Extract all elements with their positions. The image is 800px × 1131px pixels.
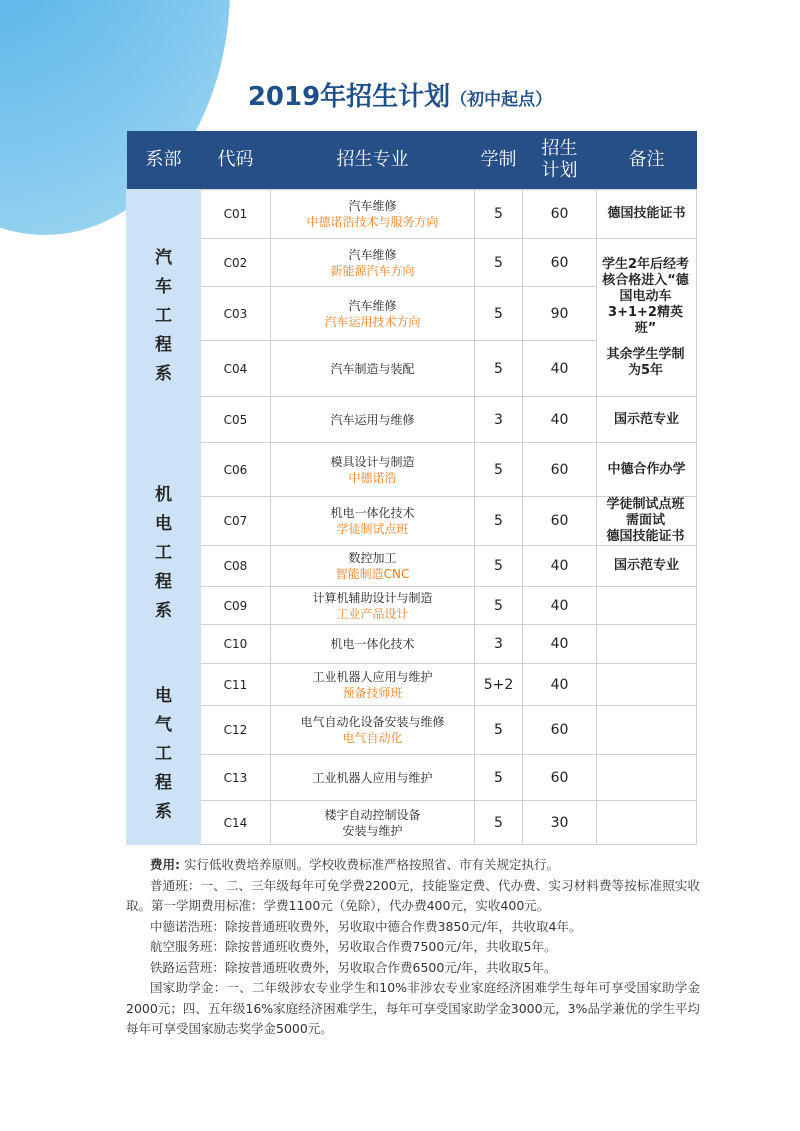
- note-cell-empty: [597, 801, 697, 845]
- code-cell: C06: [201, 443, 271, 497]
- note-cell-empty: [597, 587, 697, 625]
- title-main: 2019年招生计划: [247, 82, 451, 112]
- code-cell: C03: [201, 287, 271, 341]
- page-title: [0, 76, 800, 113]
- plan-cell: 40: [523, 397, 597, 443]
- years-cell: 3: [475, 625, 523, 664]
- years-cell: 5: [475, 755, 523, 801]
- table-row: [127, 801, 697, 845]
- major-cell: 机电一体化技术: [271, 625, 475, 664]
- plan-cell: 90: [523, 287, 597, 341]
- fees-aviation: 航空服务班：除按普通班收费外，另收取合作费7500元/年，共收取5年。: [150, 939, 557, 954]
- table-row: [127, 546, 697, 587]
- header-code: 代码: [201, 131, 271, 190]
- header-dept: 系部: [127, 131, 201, 190]
- fees-sino-german: 中德诺浩班：除按普通班收费外，另收取中德合作费3850元/年，共收取4年。: [150, 918, 582, 934]
- years-cell: 5: [475, 801, 523, 845]
- years-cell: 5: [475, 587, 523, 625]
- note-cell: 学徒制试点班需面试 德国技能证书: [597, 497, 697, 546]
- table-row: [127, 497, 697, 546]
- years-cell: 3: [475, 397, 523, 443]
- plan-cell: 60: [523, 443, 597, 497]
- code-cell: C04: [201, 341, 271, 397]
- years-cell: 5: [475, 190, 523, 239]
- plan-cell: 60: [523, 239, 597, 287]
- plan-cell: 60: [523, 497, 597, 546]
- table-row: [127, 443, 697, 497]
- major-cell: 工业机器人应用与维护: [271, 755, 475, 801]
- plan-cell: 40: [523, 341, 597, 397]
- code-cell: C11: [201, 664, 271, 706]
- years-cell: 5: [475, 706, 523, 755]
- code-cell: C12: [201, 706, 271, 755]
- header-years: 学制: [475, 131, 523, 190]
- code-cell: C05: [201, 397, 271, 443]
- plan-cell: 60: [523, 755, 597, 801]
- major-cell: 工业机器人应用与维护 预备技师班: [271, 664, 475, 706]
- table-row: [127, 239, 697, 287]
- years-cell: 5: [475, 546, 523, 587]
- note-cell: 中德合作办学: [597, 443, 697, 497]
- header-note: 备注: [597, 131, 697, 190]
- dept-electrical: 电 气 工 程 系: [127, 664, 201, 845]
- code-cell: C02: [201, 239, 271, 287]
- fees-grant: 国家助学金：一、二年级涉农专业学生和10%非涉农专业家庭经济困难学生每年可享受国家助学金2000元；四、五年级16%家庭经济困难学生，每年可享受国家助学金3000元，3%品学兼优的学生平均每年可享受国家励志奖学金5000元。: [126, 980, 700, 1036]
- title-sub: （初中起点）: [450, 90, 553, 110]
- plan-cell: 60: [523, 190, 597, 239]
- code-cell: C10: [201, 625, 271, 664]
- note-cell: 德国技能证书: [597, 190, 697, 239]
- years-cell: 5: [475, 497, 523, 546]
- table-row: [127, 397, 697, 443]
- table-header-row: [127, 131, 697, 190]
- header-plan: 招生 计划: [523, 131, 597, 190]
- major-cell: 数控加工 智能制造CNC: [271, 546, 475, 587]
- code-cell: C09: [201, 587, 271, 625]
- code-cell: C08: [201, 546, 271, 587]
- major-cell: 计算机辅助设计与制造 工业产品设计: [271, 587, 475, 625]
- fees-intro: 费用: 实行低收费培养原则。学校收费标准严格按照省、市有关规定执行。: [150, 857, 559, 872]
- table-row: [127, 587, 697, 625]
- major-cell: 机电一体化技术 学徒制试点班: [271, 497, 475, 546]
- major-cell: 楼宇自动控制设备 安装与维护: [271, 801, 475, 845]
- major-cell: 电气自动化设备安装与维修 电气自动化: [271, 706, 475, 755]
- note-cell-elite-class: 学生2年后经考核合格进入“德国电动车3+1+2精英班” 其余学生学制为5年: [597, 239, 697, 397]
- plan-cell: 40: [523, 625, 597, 664]
- major-cell: 汽车制造与装配: [271, 341, 475, 397]
- years-cell: 5: [475, 287, 523, 341]
- note-cell: 国示范专业: [597, 397, 697, 443]
- dept-mechatronics: 机 电 工 程 系: [127, 443, 201, 664]
- note-cell-empty: [597, 706, 697, 755]
- major-cell: 汽车维修 新能源汽车方向: [271, 239, 475, 287]
- table-row: [127, 190, 697, 239]
- plan-cell: 60: [523, 706, 597, 755]
- fees-section: [126, 855, 700, 1040]
- fees-railway: 铁路运营班：除按普通班收费外，另收取合作费6500元/年，共收取5年。: [150, 959, 557, 975]
- table-row: [127, 625, 697, 664]
- code-cell: C07: [201, 497, 271, 546]
- enrollment-plan-table: [126, 131, 697, 845]
- fees-regular: 普通班：一、二、三年级每年可免学费2200元，技能鉴定费、代办费、实习材料费等按标准照实收取。第一学期费用标准：学费1100元（免除），代办费400元，实收400元。: [126, 877, 700, 913]
- note-cell: 国示范专业: [597, 546, 697, 587]
- major-cell: 汽车维修 中德诺浩技术与服务方向: [271, 190, 475, 239]
- years-cell: 5: [475, 443, 523, 497]
- major-cell: 汽车维修 汽车运用技术方向: [271, 287, 475, 341]
- code-cell: C14: [201, 801, 271, 845]
- dept-automotive: 汽 车 工 程 系: [127, 190, 201, 443]
- major-cell: 模具设计与制造 中德诺浩: [271, 443, 475, 497]
- note-cell-empty: [597, 664, 697, 706]
- years-cell: 5: [475, 239, 523, 287]
- fees-label: 费用:: [150, 857, 180, 872]
- table-row: [127, 664, 697, 706]
- header-major: 招生专业: [271, 131, 475, 190]
- major-cell: 汽车运用与维修: [271, 397, 475, 443]
- note-cell-empty: [597, 625, 697, 664]
- plan-cell: 40: [523, 546, 597, 587]
- plan-cell: 40: [523, 587, 597, 625]
- table-row: [127, 706, 697, 755]
- code-cell: C13: [201, 755, 271, 801]
- plan-cell: 30: [523, 801, 597, 845]
- code-cell: C01: [201, 190, 271, 239]
- plan-cell: 40: [523, 664, 597, 706]
- table-row: [127, 755, 697, 801]
- years-cell: 5: [475, 341, 523, 397]
- note-cell-empty: [597, 755, 697, 801]
- years-cell: 5+2: [475, 664, 523, 706]
